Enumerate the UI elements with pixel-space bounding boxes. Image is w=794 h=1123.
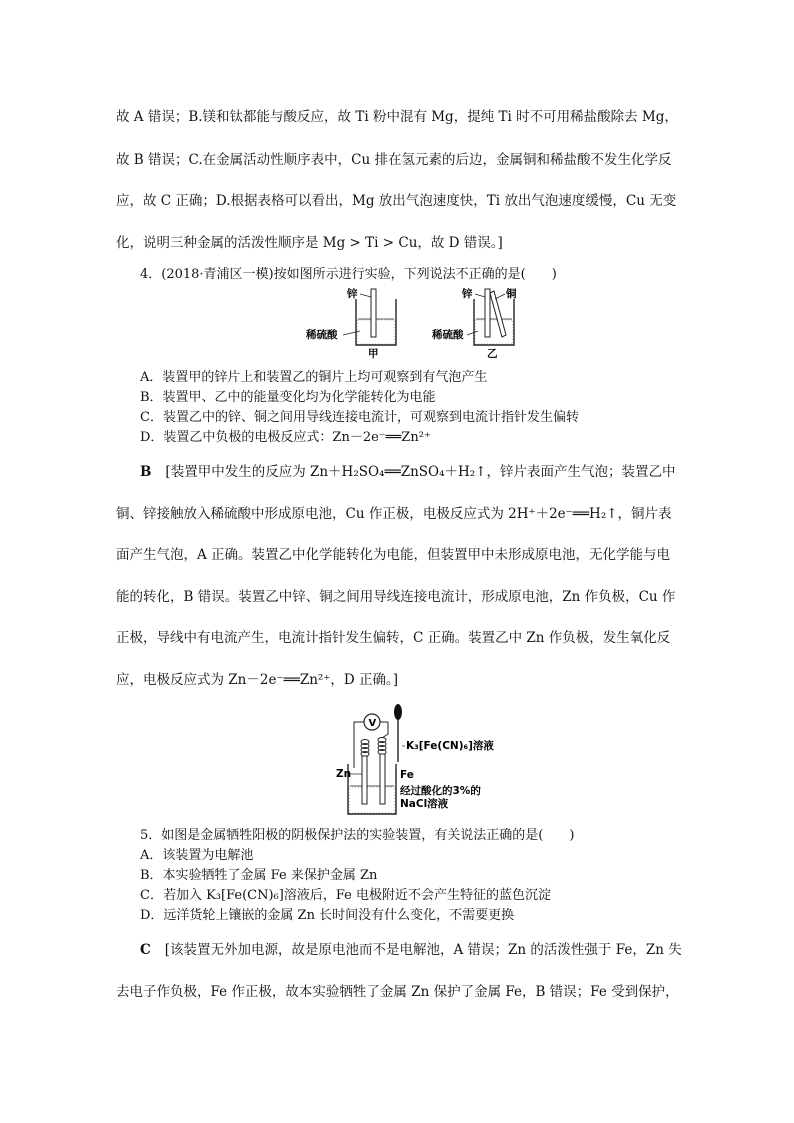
question-5-figure	[332, 700, 502, 822]
label-solution-2: NaCl溶液	[400, 798, 449, 810]
question-5-option-b: B．本实验牺牲了金属 Fe 来保护金属 Zn	[140, 868, 378, 883]
question-4-option-c: C．装置乙中的锌、铜之间用导线连接电流计，可观察到电流计指针发生偏转	[140, 410, 579, 425]
explanation-line: 故 B 错误；C.在金属活动性顺序表中，Cu 排在氢元素的后边，金属铜和稀盐酸不发生化学反	[116, 152, 672, 168]
question-4-option-d: D．装置乙中负极的电极反应式：Zn－2e⁻══Zn²⁺	[140, 430, 431, 445]
label-zinc-yi: 锌	[462, 288, 473, 300]
question-4-explanation-line: 应，电极反应式为 Zn－2e⁻══Zn²⁺，D 正确。]	[116, 672, 399, 688]
question-4-answer: B	[140, 464, 152, 480]
label-jia: 甲	[368, 348, 379, 360]
explanation-line: 故 A 错误；B.镁和钛都能与酸反应，故 Ti 粉中混有 Mg，提纯 Ti 时不可用稀盐酸除去 Mg，	[116, 109, 678, 125]
label-solution-1: 经过酸化的3%的	[400, 785, 481, 797]
label-acid-jia: 稀硫酸	[306, 329, 338, 341]
question-4-explanation-line: 正极，导线中有电流产生，电流计指针发生偏转，C 正确。装置乙中 Zn 作负极，发生氧化反	[116, 630, 671, 646]
question-4-explanation-line: 铜、锌接触放入稀硫酸中形成原电池，Cu 作正极，电极反应式为 2H⁺＋2e⁻══H₂↑，铜片表	[116, 506, 672, 522]
question-4-explanation-line: 面产生气泡，A 正确。装置乙中化学能转化为电能，但装置甲中未形成原电池，无化学能与电	[116, 547, 671, 563]
question-5-option-c: C．若加入 K₃[Fe(CN)₆]溶液后，Fe 电极附近不会产生特征的蓝色沉淀	[140, 888, 551, 903]
question-5-option-a: A．该装置为电解池	[140, 848, 254, 863]
label-fe: Fe	[400, 769, 414, 781]
question-5-option-d: D．远洋货轮上镶嵌的金属 Zn 长时间没有什么变化，不需要更换	[140, 908, 515, 923]
explanation-line: 化，说明三种金属的活泼性顺序是 Mg > Ti > Cu，故 D 错误。]	[116, 235, 503, 251]
explanation-line: 应，故 C 正确；D.根据表格可以看出，Mg 放出气泡速度快，Ti 放出气泡速度缓慢，Cu 无变	[116, 193, 677, 209]
label-acid-yi: 稀硫酸	[432, 329, 464, 341]
question-5-answer: C	[140, 942, 151, 958]
question-5-explanation-line: C [该装置无外加电源，故是原电池而不是电解池，A 错误；Zn 的活泼性强于 Fe，Zn 失	[140, 942, 682, 958]
question-4-figure	[300, 285, 540, 363]
question-4-option-a: A．装置甲的锌片上和装置乙的铜片上均可观察到有气泡产生	[140, 370, 488, 385]
svg-text:V: V	[368, 718, 377, 729]
question-4-option-b: B．装置甲、乙中的能量变化均为化学能转化为电能	[140, 390, 436, 405]
question-4-stem: 4．(2018·青浦区一模)按如图所示进行实验，下列说法不正确的是( )	[140, 267, 557, 282]
label-copper-yi: 铜	[506, 288, 517, 300]
question-5-stem: 5．如图是金属牺牲阳极的阴极保护法的实验装置，有关说法正确的是( )	[140, 828, 575, 843]
dropper-icon	[394, 704, 402, 720]
question-4-explanation-line: 能的转化，B 错误。装置乙中锌、铜之间用导线连接电流计，形成原电池，Zn 作负极，Cu 作	[116, 589, 676, 605]
beaker-jia	[356, 289, 396, 345]
label-zinc-jia: 锌	[347, 288, 358, 300]
beaker	[348, 764, 396, 814]
label-yi: 乙	[487, 348, 498, 360]
label-reagent: K₃[Fe(CN)₆]溶液	[406, 740, 494, 752]
question-4-explanation-line: B [装置甲中发生的反应为 Zn＋H₂SO₄══ZnSO₄＋H₂↑，锌片表面产生气泡；装置乙中	[140, 464, 676, 480]
question-5-explanation-line: 去电子作负极，Fe 作正极，故本实验牺牲了金属 Zn 保护了金属 Fe，B 错误；Fe 受到保护，	[116, 984, 679, 1000]
label-zn: Zn	[336, 768, 352, 780]
